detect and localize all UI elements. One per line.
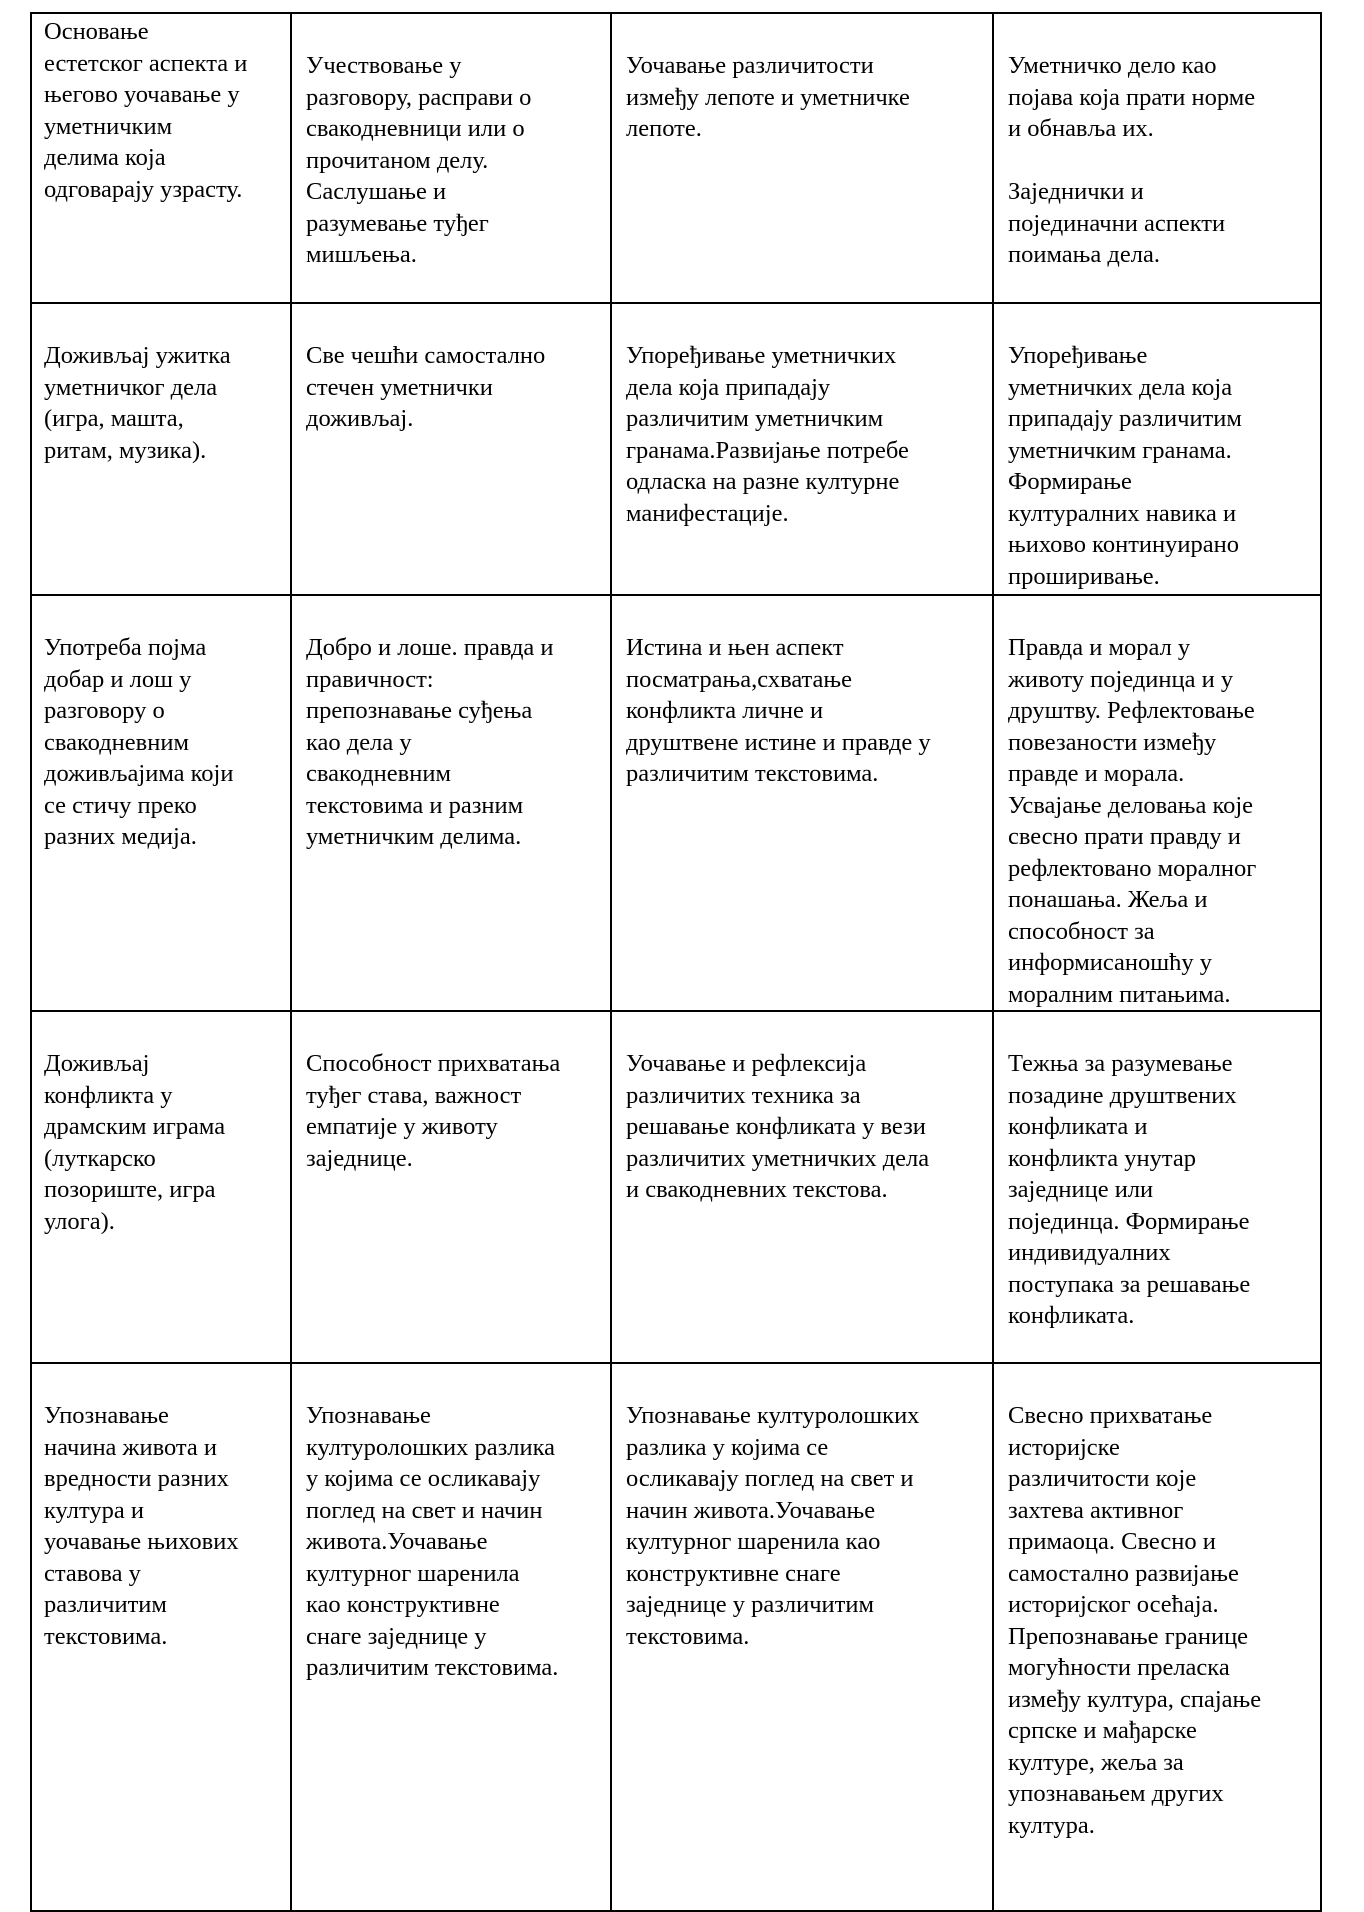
cell-text: Упоређивање уметничких дела која припадају различитим уметничким гранама.Развијање потребе одласка на разне културне манифестације. bbox=[626, 342, 909, 527]
table-cell bbox=[993, 1011, 1321, 1363]
cell-text: Добро и лоше. правда и правичност: препознавање суђења као дела у свакодневним текстовима и разним уметничким делима. bbox=[306, 634, 554, 850]
cell-text: Доживљај конфликта у драмским играма (луткарско позориште, игра улога). bbox=[44, 1050, 226, 1235]
cell-text: Упознавање културолошких разлика у којима се осликавају поглед на свет и начин живота.Уочавање културног шаренила као конструктивне снаге заједнице у различитим текстовима. bbox=[626, 1402, 920, 1650]
table-cell bbox=[611, 13, 993, 303]
table-cell bbox=[31, 1011, 291, 1363]
cell-text: Правда и морал у животу појединца и у друштву. Рефлектовање повезаности између правде и морала. Усвајање деловања које свесно прати правду и рефлектовано моралног понашања. Жеља и способност за информисаношћу у моралним питањима. bbox=[1008, 634, 1257, 1008]
table-cell bbox=[611, 595, 993, 1011]
table-row bbox=[31, 595, 1321, 1011]
table-cell bbox=[993, 1363, 1321, 1911]
table-cell bbox=[291, 1363, 611, 1911]
table-row bbox=[31, 1363, 1321, 1911]
curriculum-table bbox=[30, 12, 1322, 1912]
cell-text: Уметничко дело као појава која прати норме и обнавља их. Заједнички и појединачни аспекти поимања дела. bbox=[1008, 52, 1256, 268]
table-cell bbox=[291, 303, 611, 595]
cell-text: Употреба појма добар и лош у разговору о свакодневним доживљајима који се стичу преко разних медија. bbox=[44, 634, 234, 850]
cell-text: Истина и њен аспект посматрања,схватање конфликта личне и друштвене истине и правде у различитим текстовима. bbox=[626, 634, 931, 787]
table-cell bbox=[993, 13, 1321, 303]
table-cell bbox=[291, 595, 611, 1011]
table-cell bbox=[291, 13, 611, 303]
cell-text: Учествовање у разговору, расправи о свакодневници или о прочитаном делу. Саслушање и разумевање туђег мишљења. bbox=[306, 52, 532, 268]
table-cell bbox=[291, 1011, 611, 1363]
table-cell bbox=[993, 303, 1321, 595]
cell-text: Способност прихватања туђег става, важност емпатије у животу заједнице. bbox=[306, 1050, 561, 1172]
cell-text: Уочавање и рефлексија различитих техника за решавање конфликата у вези различитих уметничких дела и свакодневних текстова. bbox=[626, 1050, 930, 1203]
table-cell bbox=[31, 13, 291, 303]
cell-text: Свесно прихватање историјске различитости које захтева активног примаоца. Свесно и самостално развијање историјског осећаја. Препознавање границе могућности преласка између култура, спајање српске и мађарске културе, жеља за упознавањем других култура. bbox=[1008, 1402, 1262, 1839]
cell-text: Упознавање културолошких разлика у којима се осликавају поглед на свет и начин живота.Уочавање културног шаренила као конструктивне снаге заједнице у различитим текстовима. bbox=[306, 1402, 559, 1681]
cell-text: Тежња за разумевање позадине друштвених конфликата и конфликта унутар заједнице или појединца. Формирање индивидуалних поступака за решавање конфликата. bbox=[1008, 1050, 1251, 1329]
table-row bbox=[31, 1011, 1321, 1363]
cell-text: Упознавање начина живота и вредности разних култура и уочавање њихових ставова у различитим текстовима. bbox=[44, 1402, 239, 1650]
table-row bbox=[31, 303, 1321, 595]
cell-text: Доживљај ужитка уметничког дела (игра, машта, ритам, музика). bbox=[44, 342, 231, 464]
cell-text: Основање естетског аспекта и његово уочавање у уметничким делима која одговарају узрасту. bbox=[44, 18, 248, 203]
table-cell bbox=[611, 303, 993, 595]
table-cell bbox=[31, 303, 291, 595]
cell-text: Све чешћи самостално стечен уметнички доживљај. bbox=[306, 342, 546, 432]
table-cell bbox=[31, 1363, 291, 1911]
cell-text: Упоређивање уметничких дела која припадају различитим уметничким гранама. Формирање културалних навика и њихово континуирано проширивање. bbox=[1008, 342, 1242, 590]
table-cell bbox=[611, 1011, 993, 1363]
table-cell bbox=[611, 1363, 993, 1911]
table-cell bbox=[993, 595, 1321, 1011]
table-cell bbox=[31, 595, 291, 1011]
cell-text: Уочавање различитости између лепоте и уметничке лепоте. bbox=[626, 52, 910, 142]
table-row bbox=[31, 13, 1321, 303]
